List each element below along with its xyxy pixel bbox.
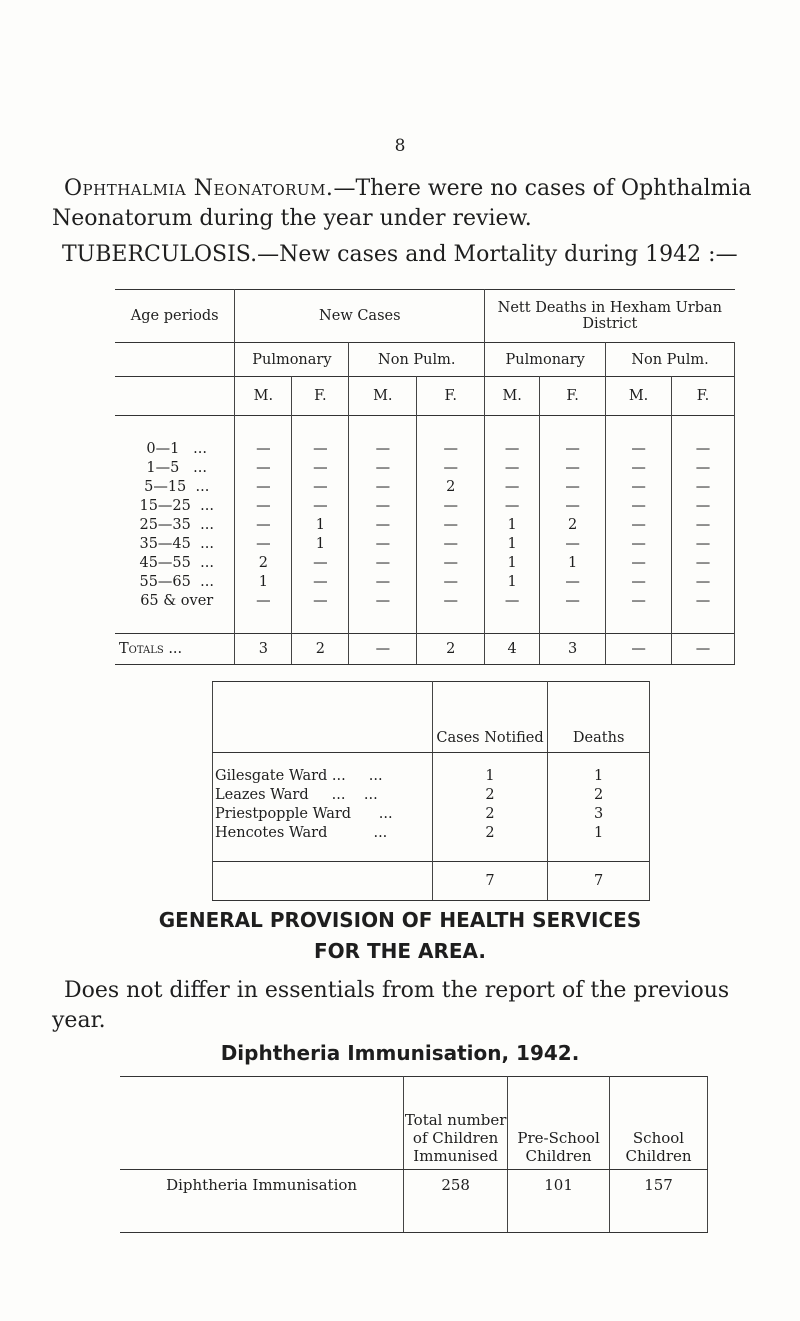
tb-value-cell: — [672, 535, 735, 554]
header-m: M. [606, 377, 672, 416]
tb-value-cell: — [292, 554, 349, 573]
tb-row [115, 416, 735, 460]
tb-total-cell: — [349, 634, 417, 665]
tb-value-cell: — [235, 478, 292, 497]
tb-value-cell: 1 [235, 573, 292, 592]
tb-total-cell: 2 [292, 634, 349, 665]
ward-deaths: 1 [548, 824, 650, 862]
tb-value-cell: — [672, 592, 735, 634]
tb-value-cell: — [417, 416, 485, 460]
tb-value-cell: — [540, 416, 606, 460]
tb-age-cell: 1—5 ... [115, 459, 235, 478]
ophthalmia-title: Ophthalmia Neonatorum. [64, 176, 334, 201]
ward-totals-blank [213, 862, 433, 901]
tb-row [115, 459, 735, 478]
tb-value-cell: 1 [485, 554, 540, 573]
tb-value-cell: — [235, 516, 292, 535]
general-heading-line1: GENERAL PROVISION OF HEALTH SERVICES [158, 908, 642, 932]
tb-value-cell: — [606, 535, 672, 554]
tb-value-cell: — [417, 459, 485, 478]
tb-age-cell: 45—55 ... [115, 554, 235, 573]
tb-value-cell: — [349, 535, 417, 554]
ward-cases: 2 [432, 805, 548, 824]
tb-value-cell: — [235, 535, 292, 554]
tb-row [115, 497, 735, 516]
tb-value-cell: — [292, 459, 349, 478]
tb-value-cell: 1 [485, 535, 540, 554]
tb-value-cell: — [349, 516, 417, 535]
tb-value-cell: — [672, 459, 735, 478]
tb-value-cell: — [235, 497, 292, 516]
tb-value-cell: — [485, 592, 540, 634]
tb-value-cell: — [292, 416, 349, 460]
ward-name: Priestpopple Ward ... [213, 805, 433, 824]
tb-value-cell: 1 [292, 516, 349, 535]
imm-header-school: School Children [610, 1077, 708, 1170]
tb-value-cell: — [349, 592, 417, 634]
header-nett-deaths: Nett Deaths in Hexham Urban District [485, 290, 735, 343]
tb-value-cell: — [417, 497, 485, 516]
tb-value-cell: — [349, 478, 417, 497]
tb-value-cell: — [606, 459, 672, 478]
tb-value-cell: — [540, 535, 606, 554]
tb-value-cell: — [235, 416, 292, 460]
tb-age-cell: 65 & over [115, 592, 235, 634]
imm-row-label: Diphtheria Immunisation [120, 1170, 404, 1233]
header-deaths-pulmonary: Pulmonary [485, 343, 606, 377]
tb-age-cell: 5—15 ... [115, 478, 235, 497]
tuberculosis-title: TUBERCULOSIS.—New cases and Mortality during 1942 :— [62, 242, 738, 267]
ward-header-blank [213, 682, 433, 753]
ward-header-cases: Cases Notified [432, 682, 548, 753]
ward-row [213, 824, 650, 862]
tb-value-cell: 2 [235, 554, 292, 573]
header-new-cases: New Cases [235, 290, 485, 343]
tb-value-cell: — [540, 478, 606, 497]
tb-value-cell: — [349, 573, 417, 592]
ophthalmia-paragraph [52, 174, 760, 234]
tb-row [115, 592, 735, 634]
ward-row [213, 805, 650, 824]
tb-value-cell: — [349, 416, 417, 460]
tb-row [115, 573, 735, 592]
ward-row [213, 786, 650, 805]
tb-value-cell: — [606, 516, 672, 535]
tb-total-cell: — [606, 634, 672, 665]
tb-value-cell: — [606, 573, 672, 592]
ward-name: Gilesgate Ward ... ... [213, 753, 433, 787]
tb-value-cell: 2 [540, 516, 606, 535]
ward-cases: 2 [432, 824, 548, 862]
tb-total-cell: 2 [417, 634, 485, 665]
header-f: F. [672, 377, 735, 416]
ward-header-deaths: Deaths [548, 682, 650, 753]
tb-value-cell: 1 [292, 535, 349, 554]
ward-table [212, 681, 650, 901]
tuberculosis-rows [115, 416, 735, 665]
tb-value-cell: 1 [540, 554, 606, 573]
tb-value-cell: — [485, 459, 540, 478]
tb-value-cell: — [417, 573, 485, 592]
tb-age-cell: 55—65 ... [115, 573, 235, 592]
tb-age-cell: 35—45 ... [115, 535, 235, 554]
tb-value-cell: — [672, 497, 735, 516]
ward-name: Leazes Ward ... ... [213, 786, 433, 805]
tb-value-cell: — [349, 459, 417, 478]
header-f: F. [417, 377, 485, 416]
imm-row-school: 157 [610, 1170, 708, 1233]
ward-cases: 1 [432, 753, 548, 787]
ward-cases: 2 [432, 786, 548, 805]
tb-value-cell: — [606, 554, 672, 573]
header-m: M. [235, 377, 292, 416]
imm-header-total: Total number of Children Immunised [404, 1077, 508, 1170]
tb-value-cell: — [672, 478, 735, 497]
header-m: M. [349, 377, 417, 416]
tb-value-cell: — [540, 573, 606, 592]
tb-value-cell: — [672, 416, 735, 460]
tb-value-cell: — [540, 592, 606, 634]
tb-value-cell: — [417, 554, 485, 573]
header-blank [115, 343, 235, 377]
general-heading-line2: FOR THE AREA. [313, 939, 487, 963]
tb-total-cell: 4 [485, 634, 540, 665]
tb-value-cell: — [349, 497, 417, 516]
tb-totals-row [115, 634, 735, 665]
tb-age-cell: 15—25 ... [115, 497, 235, 516]
tb-row [115, 535, 735, 554]
immunisation-heading: Diphtheria Immunisation, 1942. [220, 1041, 580, 1065]
tb-value-cell: — [292, 592, 349, 634]
tb-value-cell: — [606, 478, 672, 497]
header-new-non-pulm: Non Pulm. [349, 343, 485, 377]
tb-totals-label: Totals ... [115, 634, 235, 665]
tb-value-cell: — [672, 573, 735, 592]
tb-row [115, 516, 735, 535]
tb-total-cell: — [672, 634, 735, 665]
ward-deaths: 1 [548, 753, 650, 787]
header-age-periods: Age periods [115, 290, 235, 343]
ward-total-cases: 7 [432, 862, 548, 901]
tb-value-cell: — [292, 497, 349, 516]
tb-value-cell: — [235, 592, 292, 634]
tb-value-cell: — [485, 497, 540, 516]
header-f: F. [292, 377, 349, 416]
tb-total-cell: 3 [235, 634, 292, 665]
imm-header-pre-school: Pre-School Children [508, 1077, 610, 1170]
ward-deaths: 3 [548, 805, 650, 824]
imm-header-blank [120, 1077, 404, 1170]
header-f: F. [540, 377, 606, 416]
tb-value-cell: 1 [485, 573, 540, 592]
tb-total-cell: 3 [540, 634, 606, 665]
ward-total-deaths: 7 [548, 862, 650, 901]
tb-value-cell: — [292, 478, 349, 497]
tb-value-cell: — [485, 478, 540, 497]
tb-value-cell: — [672, 554, 735, 573]
header-new-pulmonary: Pulmonary [235, 343, 349, 377]
tb-row [115, 478, 735, 497]
page-number: 8 [394, 136, 406, 156]
tb-value-cell: — [672, 516, 735, 535]
tb-value-cell: — [235, 459, 292, 478]
imm-row-pre-school: 101 [508, 1170, 610, 1233]
tb-value-cell: — [606, 592, 672, 634]
tb-value-cell: — [540, 497, 606, 516]
header-blank [115, 377, 235, 416]
tb-value-cell: — [417, 592, 485, 634]
tb-age-cell: 25—35 ... [115, 516, 235, 535]
general-text: Does not differ in essentials from the report of the previous year. [52, 978, 730, 1033]
tb-value-cell: — [606, 497, 672, 516]
ward-row [213, 753, 650, 787]
ward-name: Hencotes Ward ... [213, 824, 433, 862]
tb-value-cell: 1 [485, 516, 540, 535]
tb-value-cell: — [349, 554, 417, 573]
imm-row-total: 258 [404, 1170, 508, 1233]
tb-value-cell: — [540, 459, 606, 478]
tb-value-cell: — [292, 573, 349, 592]
ward-totals-row [213, 862, 650, 901]
tb-value-cell: — [606, 416, 672, 460]
tb-value-cell: — [485, 416, 540, 460]
tb-value-cell: — [417, 516, 485, 535]
tb-row [115, 554, 735, 573]
imm-row [120, 1170, 708, 1233]
ophthalmia-text: —There were no cases of Ophthalmia Neonatorum during the year under review. [52, 176, 752, 231]
immunisation-table [120, 1076, 708, 1233]
tuberculosis-table [115, 289, 735, 665]
tb-value-cell: 2 [417, 478, 485, 497]
ward-deaths: 2 [548, 786, 650, 805]
ward-rows [213, 753, 650, 901]
header-deaths-non-pulm: Non Pulm. [606, 343, 735, 377]
tb-age-cell: 0—1 ... [115, 416, 235, 460]
header-m: M. [485, 377, 540, 416]
tb-value-cell: — [417, 535, 485, 554]
